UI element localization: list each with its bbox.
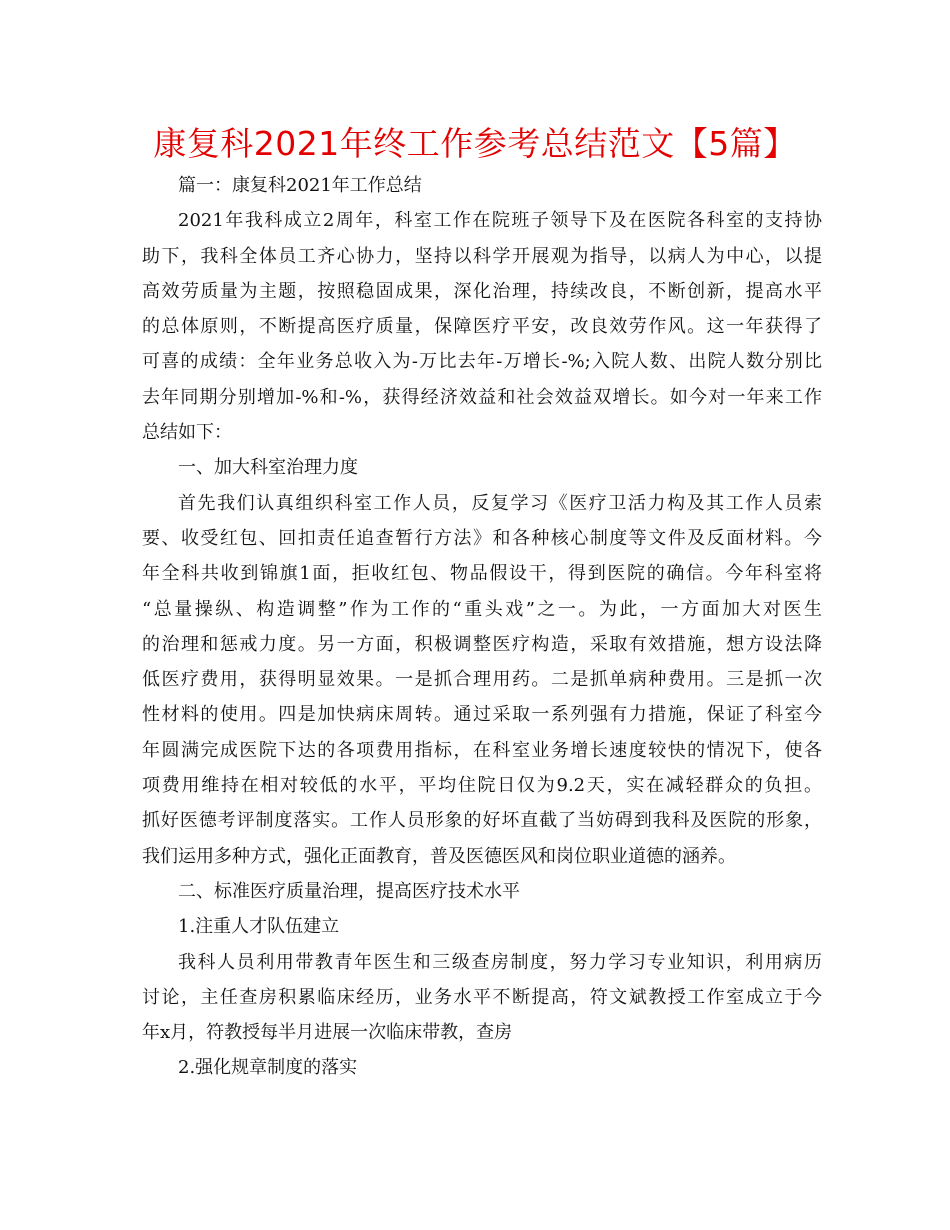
text-line: 首先我们认真组织科室工作人员，反复学习《医疗卫活力构及其工作人员索 bbox=[178, 492, 822, 514]
text-line: 二、标准医疗质量治理，提高医疗技术水平 bbox=[178, 880, 520, 902]
text-line: 去年同期分别增加-%和-%，获得经济效益和社会效益双增长。如今对一年来工作 bbox=[142, 386, 822, 408]
text-line: 要、收受红包、回扣责任追查暂行方法》和各种核心制度等文件及反面材料。今 bbox=[142, 527, 822, 549]
text-line: 年x月，符教授每半月进展一次临床带教，查房 bbox=[142, 1022, 513, 1044]
text-line: “总量操纵、构造调整”作为工作的“重头戏”之一。为此，一方面加大对医生 bbox=[142, 598, 822, 620]
text-line: 我科人员利用带教青年医生和三级查房制度，努力学习专业知识，利用病历 bbox=[178, 951, 822, 973]
document-title: 康复科2021年终工作参考总结范文【5篇】 bbox=[153, 124, 797, 163]
text-line: 年圆满完成医院下达的各项费用指标，在科室业务增长速度较快的情况下，使各 bbox=[142, 739, 822, 761]
text-line: 2.强化规章制度的落实 bbox=[178, 1057, 358, 1079]
text-line: 的治理和惩戒力度。另一方面，积极调整医疗构造，采取有效措施，想方设法降 bbox=[142, 633, 822, 655]
text-line: 我们运用多种方式，强化正面教育，普及医德医风和岗位职业道德的涵养。 bbox=[142, 845, 736, 867]
text-line: 篇一：康复科2021年工作总结 bbox=[178, 175, 422, 196]
text-line: 助下，我科全体员工齐心协力，坚持以科学开展观为指导，以病人为中心，以提 bbox=[142, 245, 822, 267]
text-line: 总结如下： bbox=[142, 422, 232, 444]
text-line: 的总体原则，不断提高医疗质量，保障医疗平安，改良效劳作风。这一年获得了 bbox=[142, 316, 822, 338]
text-line: 2021年我科成立2周年，科室工作在院班子领导下及在医院各科室的支持协 bbox=[178, 210, 822, 232]
document-body bbox=[142, 168, 822, 1086]
text-line: 可喜的成绩：全年业务总收入为-万比去年-万增长-%;入院人数、出院人数分别比 bbox=[142, 351, 822, 373]
text-line: 高效劳质量为主题，按照稳固成果，深化治理，持续改良，不断创新，提高水平 bbox=[142, 280, 822, 302]
text-line: 1.注重人才队伍建立 bbox=[178, 916, 340, 938]
text-line: 一、加大科室治理力度 bbox=[178, 457, 358, 479]
text-line: 年全科共收到锦旗1面，拒收红包、物品假设干，得到医院的确信。今年科室将 bbox=[142, 563, 822, 585]
text-line: 低医疗费用，获得明显效果。一是抓合理用药。二是抓单病种费用。三是抓一次 bbox=[142, 669, 822, 691]
text-line: 项费用维持在相对较低的水平，平均住院日仅为9.2天，实在减轻群众的负担。 bbox=[142, 775, 822, 797]
text-line: 讨论，主任查房积累临床经历，业务水平不断提高，符文斌教授工作室成立于今 bbox=[142, 986, 822, 1008]
text-line: 性材料的使用。四是加快病床周转。通过采取一系列强有力措施，保证了科室今 bbox=[142, 704, 822, 726]
text-line: 抓好医德考评制度落实。工作人员形象的好坏直截了当妨碍到我科及医院的形象， bbox=[142, 810, 822, 832]
